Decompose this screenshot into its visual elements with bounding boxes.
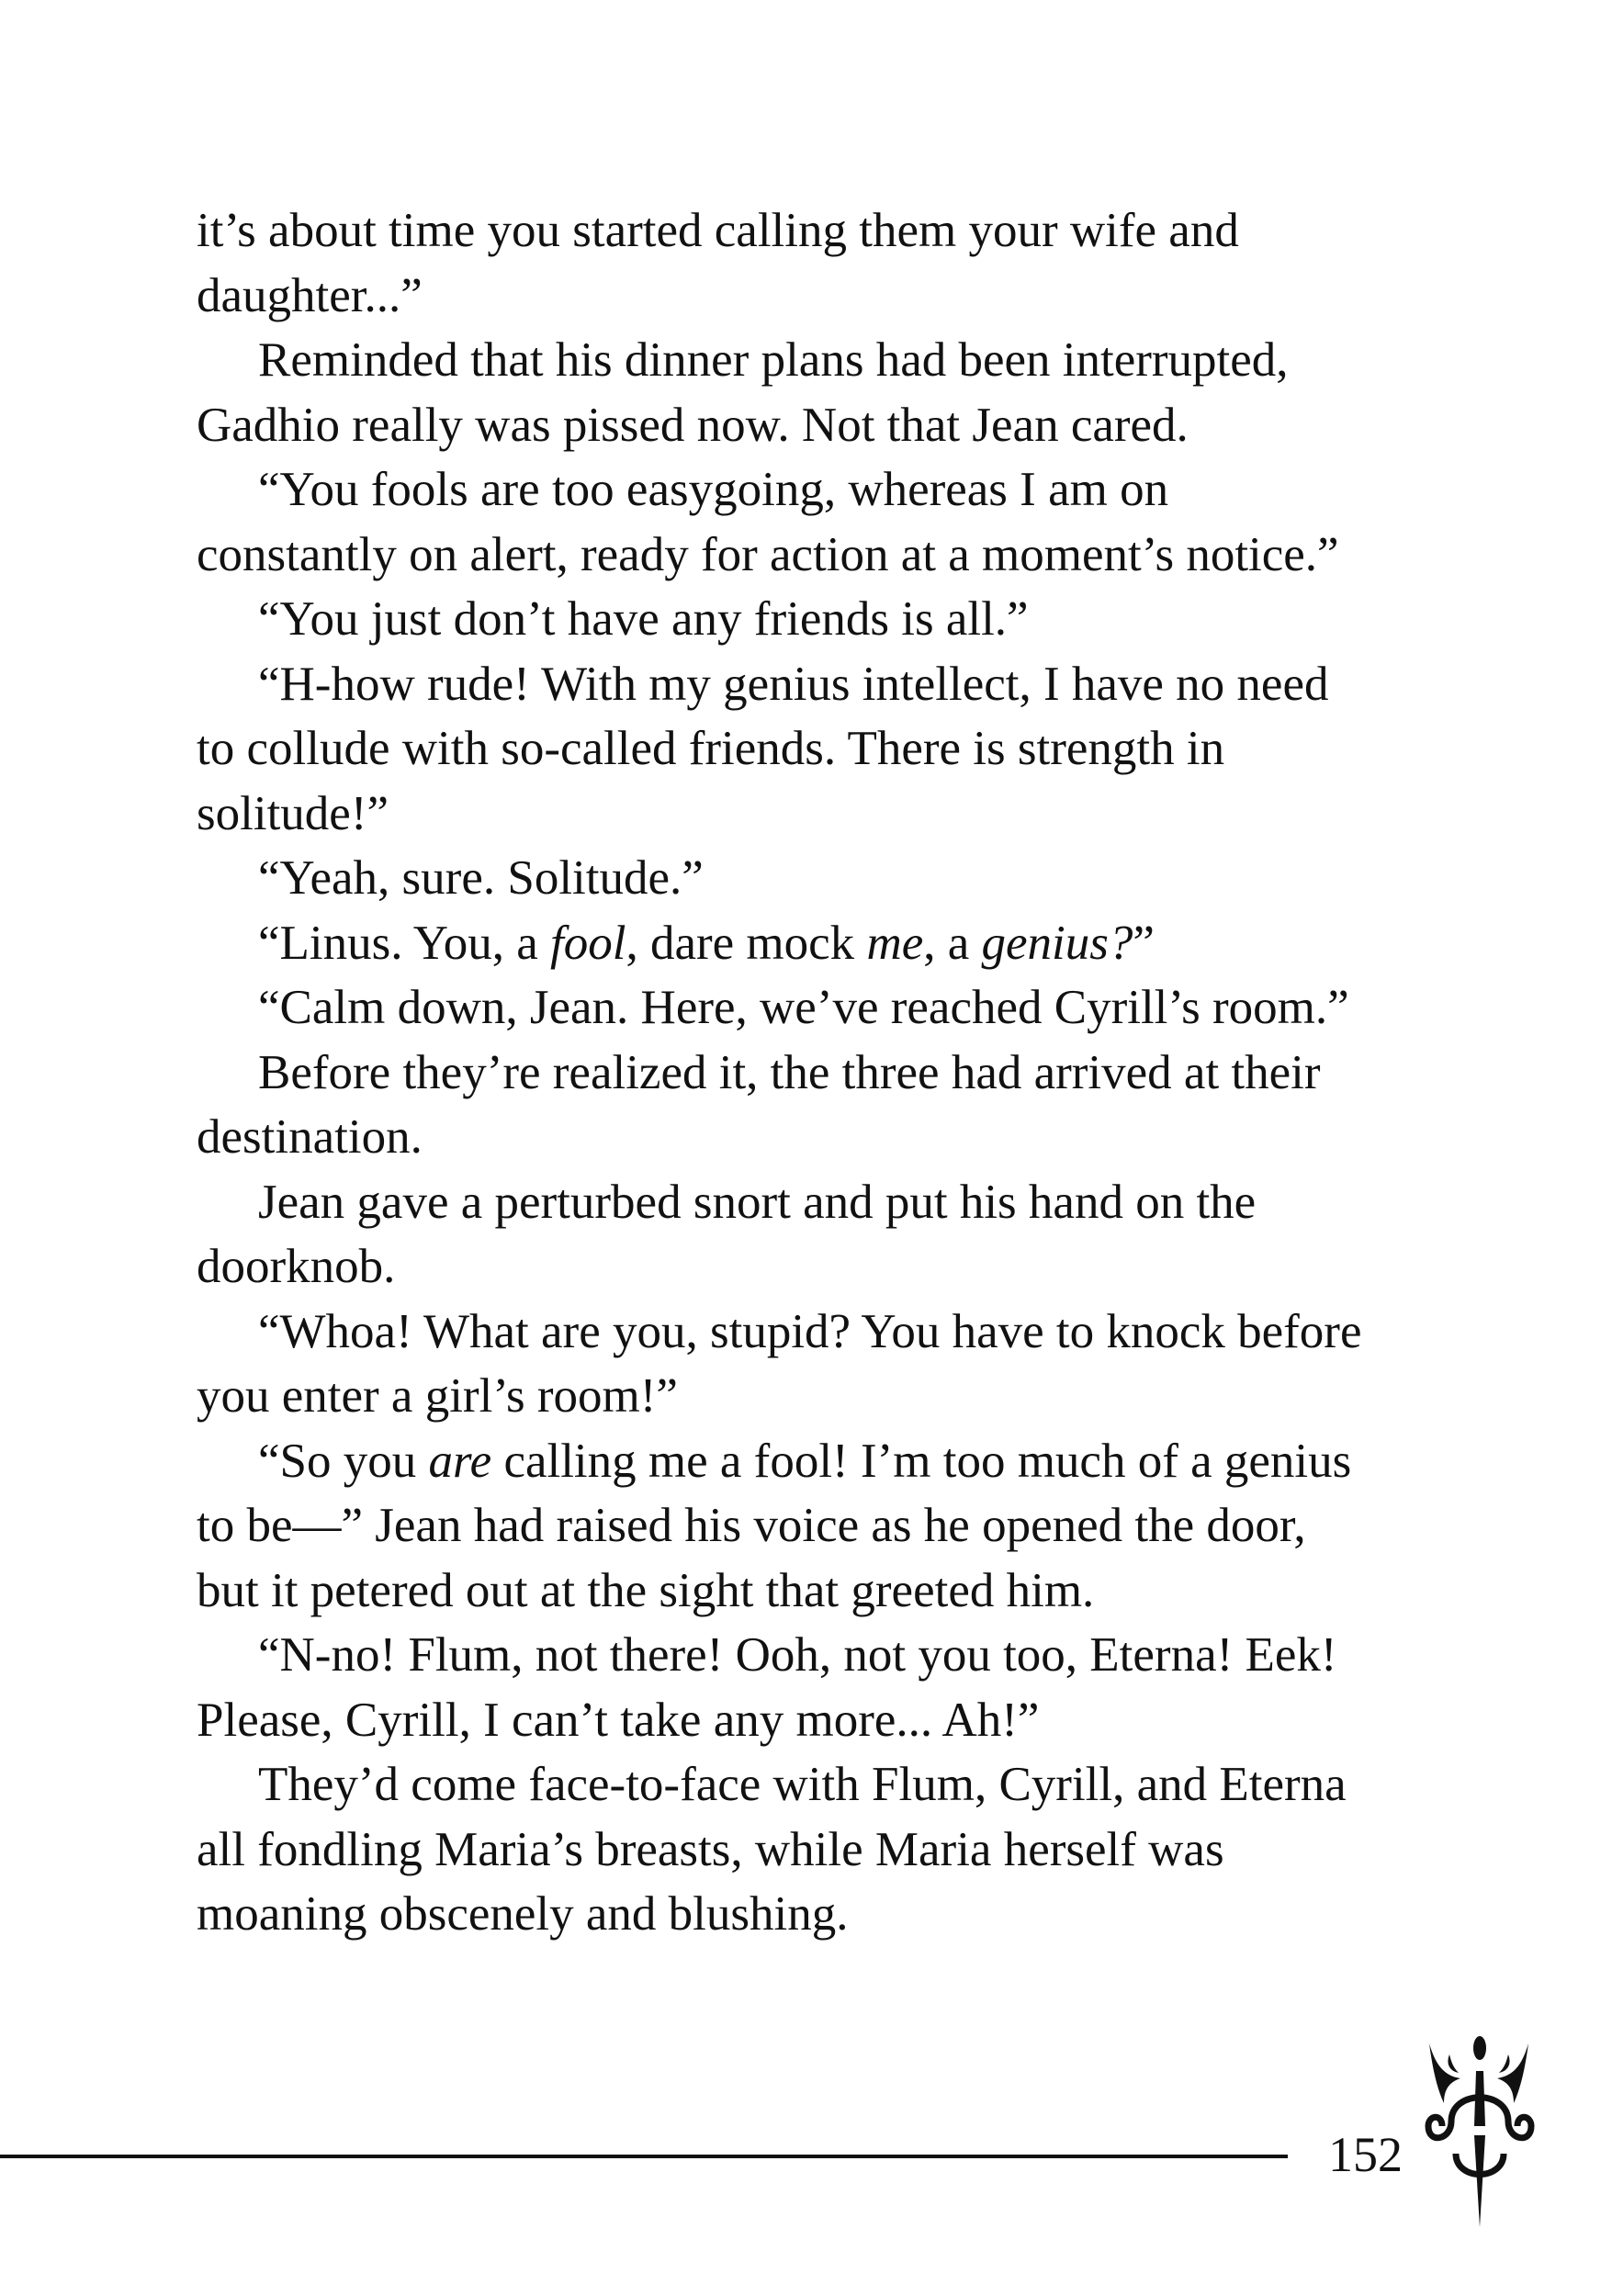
text-segment: Please, Cyrill, I can’t take any more... Ah!” bbox=[197, 1693, 1040, 1747]
text-segment: to collude with so-called friends. There is strength in bbox=[197, 722, 1225, 775]
text-line bbox=[197, 587, 1501, 652]
winged-sigil-icon bbox=[1415, 2034, 1543, 2232]
text-segment: They’d come face-to-face with Flum, Cyrill, and Eterna bbox=[258, 1758, 1347, 1811]
text-line bbox=[197, 1818, 1501, 1883]
text-segment: “N-no! Flum, not there! Ooh, not you too, Eterna! Eek! bbox=[258, 1628, 1337, 1682]
text-line bbox=[197, 1300, 1501, 1365]
text-segment: moaning obscenely and blushing. bbox=[197, 1887, 849, 1941]
text-line bbox=[197, 1752, 1501, 1818]
text-line bbox=[197, 328, 1501, 393]
text-segment: calling me a fool! I’m too much of a genius bbox=[491, 1434, 1352, 1488]
text-line bbox=[197, 846, 1501, 911]
text-line bbox=[197, 975, 1501, 1041]
text-segment: Jean gave a perturbed snort and put his hand on the bbox=[258, 1175, 1257, 1229]
text-segment: to be—” Jean had raised his voice as he opened the door, bbox=[197, 1499, 1306, 1552]
text-line bbox=[197, 1493, 1501, 1559]
text-line bbox=[197, 198, 1501, 264]
text-line bbox=[197, 1170, 1501, 1235]
text-segment: “Yeah, sure. Solitude.” bbox=[258, 851, 704, 905]
text-segment: , dare mock bbox=[626, 916, 867, 970]
text-segment: solitude!” bbox=[197, 786, 389, 840]
page-number: 152 bbox=[1328, 2127, 1403, 2182]
text-line bbox=[197, 1041, 1501, 1106]
text-segment: you enter a girl’s room!” bbox=[197, 1369, 678, 1423]
text-line bbox=[197, 1882, 1501, 1947]
text-segment: doorknob. bbox=[197, 1240, 396, 1293]
text-segment: “Whoa! What are you, stupid? You have to knock before bbox=[258, 1304, 1362, 1358]
text-segment: Gadhio really was pissed now. Not that Jean cared. bbox=[197, 398, 1189, 452]
text-segment: “You just don’t have any friends is all.” bbox=[258, 592, 1029, 646]
italic-text: me bbox=[866, 916, 924, 970]
text-line bbox=[197, 393, 1501, 458]
text-line bbox=[197, 1364, 1501, 1429]
text-line bbox=[197, 652, 1501, 717]
text-line bbox=[197, 264, 1501, 329]
text-line bbox=[197, 1559, 1501, 1624]
text-line bbox=[197, 1688, 1501, 1753]
text-segment: Reminded that his dinner plans had been interrupted, bbox=[258, 333, 1289, 387]
text-segment: , a bbox=[923, 916, 982, 970]
italic-text: genius? bbox=[981, 916, 1133, 970]
text-segment: it’s about time you started calling them your wife and bbox=[197, 204, 1239, 257]
italic-text: fool bbox=[550, 916, 626, 970]
text-line bbox=[197, 1623, 1501, 1688]
text-segment: “Calm down, Jean. Here, we’ve reached Cyrill’s room.” bbox=[258, 981, 1349, 1034]
text-segment: “So you bbox=[258, 1434, 429, 1488]
text-line bbox=[197, 457, 1501, 523]
text-segment: “Linus. You, a bbox=[258, 916, 551, 970]
text-segment: daughter...” bbox=[197, 268, 423, 322]
footer-rule bbox=[0, 2155, 1288, 2158]
text-segment: all fondling Maria’s breasts, while Maria herself was bbox=[197, 1822, 1224, 1876]
text-segment: ” bbox=[1133, 916, 1155, 970]
text-line bbox=[197, 523, 1501, 588]
text-segment: “H-how rude! With my genius intellect, I have no need bbox=[258, 657, 1329, 711]
text-segment: constantly on alert, ready for action at a moment’s notice.” bbox=[197, 527, 1339, 581]
text-segment: Before they’re realized it, the three had arrived at their bbox=[258, 1045, 1321, 1099]
text-line bbox=[197, 716, 1501, 782]
text-segment: destination. bbox=[197, 1110, 423, 1164]
text-segment: but it petered out at the sight that greeted him. bbox=[197, 1563, 1095, 1617]
text-line bbox=[197, 1105, 1501, 1170]
text-line bbox=[197, 911, 1501, 976]
text-line bbox=[197, 1234, 1501, 1300]
text-line bbox=[197, 1429, 1501, 1494]
text-line bbox=[197, 782, 1501, 847]
italic-text: are bbox=[428, 1434, 492, 1488]
body-text bbox=[197, 198, 1501, 1947]
text-segment: “You fools are too easygoing, whereas I am on bbox=[258, 463, 1169, 516]
